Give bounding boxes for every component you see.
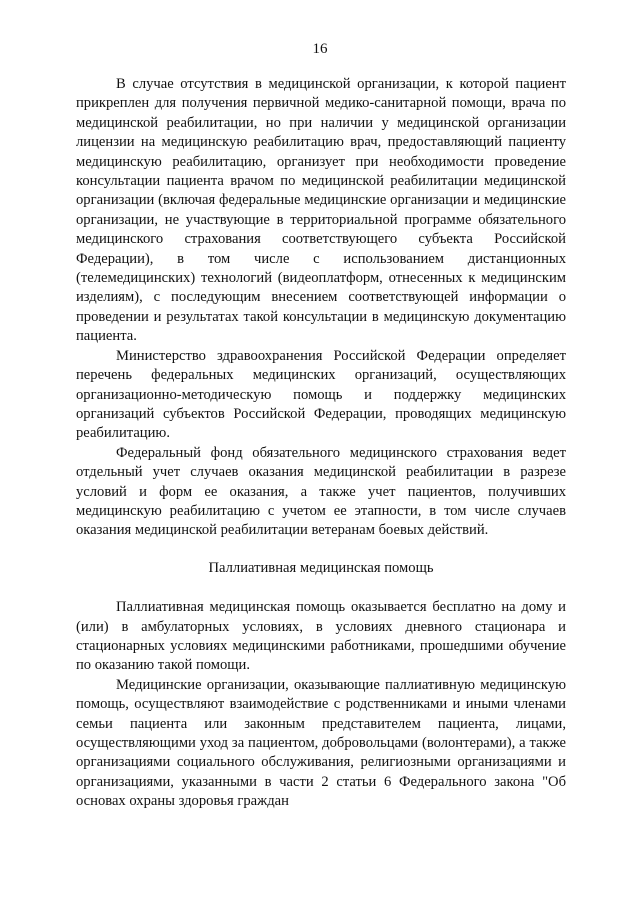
- document-body: [76, 75, 566, 812]
- paragraph-ministry-list: Министерство здравоохранения Российской Федерации определяет перечень федеральных медицинских организаций, осуществляющих организационно-методическую помощь и поддержку медицинских организаций субъектов Российской Федерации, проводящих медицинскую реабилитацию.: [76, 347, 566, 442]
- paragraph-oms-fund-accounting: Федеральный фонд обязательного медицинского страхования ведет отдельный учет случаев оказания медицинской реабилитации в разрезе условий и форм ее оказания, а также учет пациентов, получивших медицинскую реабилитацию с учетом ее этапности, в том числе случаев оказания медицинской реабилитации ветеранам боевых действий.: [76, 444, 566, 539]
- section-heading-palliative-care: Паллиативная медицинская помощь: [208, 559, 434, 576]
- paragraph-palliative-free-care: Паллиативная медицинская помощь оказывается бесплатно на дому и (или) в амбулаторных условиях, в условиях дневного стационара и стационарных условиях медицинскими работниками, прошедшими обучение по оказанию такой помощи.: [76, 599, 566, 674]
- paragraph-palliative-interaction: Медицинские организации, оказывающие паллиативную медицинскую помощь, осуществляют взаимодействие с родственниками и иными членами семьи пациента или законным представителем пациента, лицами, осуществляющими уход за пациентом, добровольцами (волонтерами), а также организациями социального обслуживания, религиозными организациями и организациями, указанными в части 2 статьи 6 Федерального закона "Об основах охраны здоровья граждан: [76, 676, 566, 810]
- paragraph-rehab-consultation: В случае отсутствия в медицинской организации, к которой пациент прикреплен для получения первичной медико-санитарной помощи, врача по медицинской реабилитации, но при наличии у медицинской организации лицензии на медицинскую реабилитацию врач, предоставляющий пациенту медицинскую реабилитацию, организует при необходимости проведение консультации пациента врачом по медицинской реабилитации медицинской организации (включая федеральные медицинские организации и медицинские организации, не участвующие в территориальной программе обязательного медицинского страхования соответствующего субъекта Российской Федерации), в том числе с использованием дистанционных (телемедицинских) технологий (видеоплатформ, отнесенных к медицинским изделиям), с последующим внесением соответствующей информации о проведении и результатах такой консультации в медицинскую документацию пациента.: [76, 76, 566, 345]
- page-number: 16: [312, 41, 328, 57]
